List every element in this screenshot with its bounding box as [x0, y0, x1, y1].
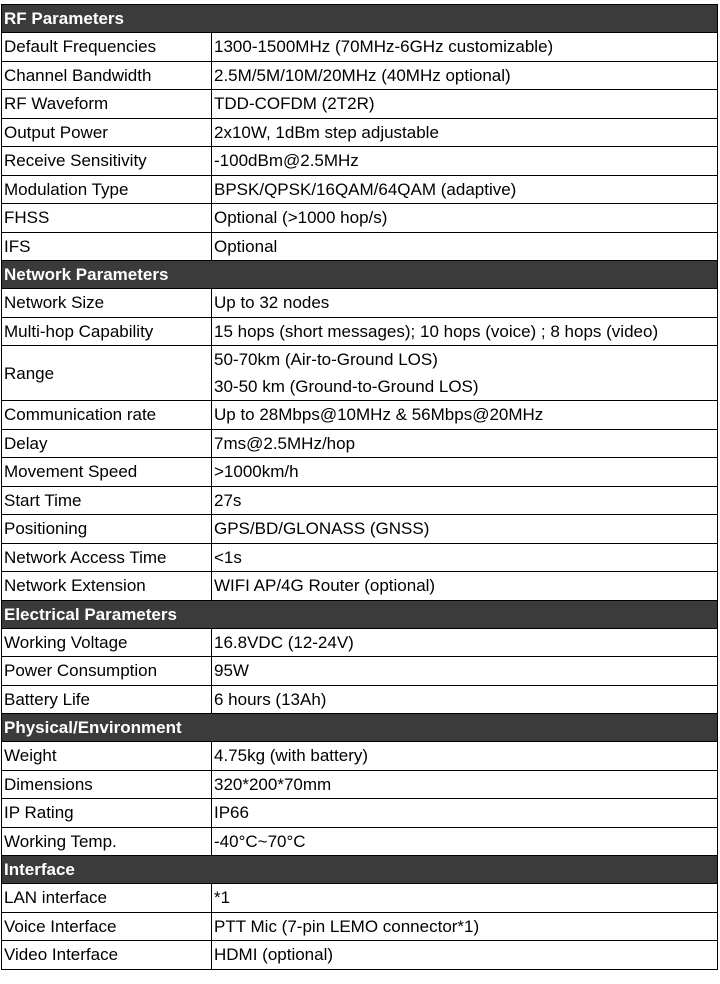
table-row — [2, 515, 718, 544]
row-value: -40°C~70°C — [212, 827, 718, 856]
row-label: LAN interface — [2, 884, 212, 913]
table-row — [2, 33, 718, 62]
table-row — [2, 429, 718, 458]
row-value: TDD-COFDM (2T2R) — [212, 90, 718, 119]
row-label: Positioning — [2, 515, 212, 544]
row-label: IFS — [2, 232, 212, 261]
section-header-interface — [2, 856, 718, 884]
row-value: Optional (>1000 hop/s) — [212, 204, 718, 233]
row-value: 6 hours (13Ah) — [212, 685, 718, 714]
row-label: Power Consumption — [2, 657, 212, 686]
row-label: Battery Life — [2, 685, 212, 714]
row-value: <1s — [212, 543, 718, 572]
row-label: Network Size — [2, 289, 212, 318]
table-row — [2, 346, 718, 401]
table-row — [2, 90, 718, 119]
section-title: Electrical Parameters — [2, 600, 718, 628]
row-label: Modulation Type — [2, 175, 212, 204]
row-value: >1000km/h — [212, 458, 718, 487]
row-value: 2x10W, 1dBm step adjustable — [212, 118, 718, 147]
section-header-rf — [2, 5, 718, 33]
section-header-network — [2, 261, 718, 289]
row-label: IP Rating — [2, 799, 212, 828]
row-value: PTT Mic (7-pin LEMO connector*1) — [212, 912, 718, 941]
row-label: Video Interface — [2, 941, 212, 970]
table-row — [2, 118, 718, 147]
row-value: Up to 28Mbps@10MHz & 56Mbps@20MHz — [212, 401, 718, 430]
table-row — [2, 799, 718, 828]
row-label: Working Voltage — [2, 628, 212, 657]
row-value — [212, 346, 718, 401]
row-label: Movement Speed — [2, 458, 212, 487]
row-label: Network Access Time — [2, 543, 212, 572]
section-title: RF Parameters — [2, 5, 718, 33]
table-row — [2, 317, 718, 346]
row-value: WIFI AP/4G Router (optional) — [212, 572, 718, 601]
row-value: 16.8VDC (12-24V) — [212, 628, 718, 657]
row-label: Delay — [2, 429, 212, 458]
row-value: 1300-1500MHz (70MHz-6GHz customizable) — [212, 33, 718, 62]
table-row — [2, 742, 718, 771]
row-label: Output Power — [2, 118, 212, 147]
row-label: Communication rate — [2, 401, 212, 430]
table-row — [2, 884, 718, 913]
section-header-electrical — [2, 600, 718, 628]
row-label: Default Frequencies — [2, 33, 212, 62]
table-row — [2, 941, 718, 970]
section-title: Network Parameters — [2, 261, 718, 289]
row-label: Channel Bandwidth — [2, 61, 212, 90]
table-row — [2, 657, 718, 686]
row-value: 2.5M/5M/10M/20MHz (40MHz optional) — [212, 61, 718, 90]
table-row — [2, 628, 718, 657]
range-value-line2: 30-50 km (Ground-to-Ground LOS) — [214, 377, 479, 396]
table-row — [2, 147, 718, 176]
table-row — [2, 401, 718, 430]
row-label: FHSS — [2, 204, 212, 233]
spec-table — [1, 4, 718, 970]
row-value: 95W — [212, 657, 718, 686]
row-label: Multi-hop Capability — [2, 317, 212, 346]
row-label: Dimensions — [2, 770, 212, 799]
table-row — [2, 486, 718, 515]
table-row — [2, 770, 718, 799]
row-label: Start Time — [2, 486, 212, 515]
section-title: Physical/Environment — [2, 714, 718, 742]
row-label: Voice Interface — [2, 912, 212, 941]
table-row — [2, 175, 718, 204]
row-value: Up to 32 nodes — [212, 289, 718, 318]
row-value: *1 — [212, 884, 718, 913]
row-value: 27s — [212, 486, 718, 515]
row-value: 7ms@2.5MHz/hop — [212, 429, 718, 458]
table-row — [2, 572, 718, 601]
row-value: IP66 — [212, 799, 718, 828]
table-row — [2, 204, 718, 233]
row-label: RF Waveform — [2, 90, 212, 119]
table-row — [2, 61, 718, 90]
row-value: HDMI (optional) — [212, 941, 718, 970]
table-row — [2, 232, 718, 261]
section-title: Interface — [2, 856, 718, 884]
row-value: 4.75kg (with battery) — [212, 742, 718, 771]
range-value-line1: 50-70km (Air-to-Ground LOS) — [214, 350, 438, 369]
row-value: 320*200*70mm — [212, 770, 718, 799]
table-row — [2, 685, 718, 714]
table-row — [2, 543, 718, 572]
row-value: BPSK/QPSK/16QAM/64QAM (adaptive) — [212, 175, 718, 204]
row-label: Weight — [2, 742, 212, 771]
table-row — [2, 289, 718, 318]
row-label: Working Temp. — [2, 827, 212, 856]
table-row — [2, 912, 718, 941]
row-value: -100dBm@2.5MHz — [212, 147, 718, 176]
table-row — [2, 827, 718, 856]
row-value: Optional — [212, 232, 718, 261]
row-value: 15 hops (short messages); 10 hops (voice) ; 8 hops (video) — [212, 317, 718, 346]
row-label: Range — [2, 346, 212, 401]
row-value: GPS/BD/GLONASS (GNSS) — [212, 515, 718, 544]
row-label: Receive Sensitivity — [2, 147, 212, 176]
row-label: Network Extension — [2, 572, 212, 601]
table-row — [2, 458, 718, 487]
section-header-physical — [2, 714, 718, 742]
